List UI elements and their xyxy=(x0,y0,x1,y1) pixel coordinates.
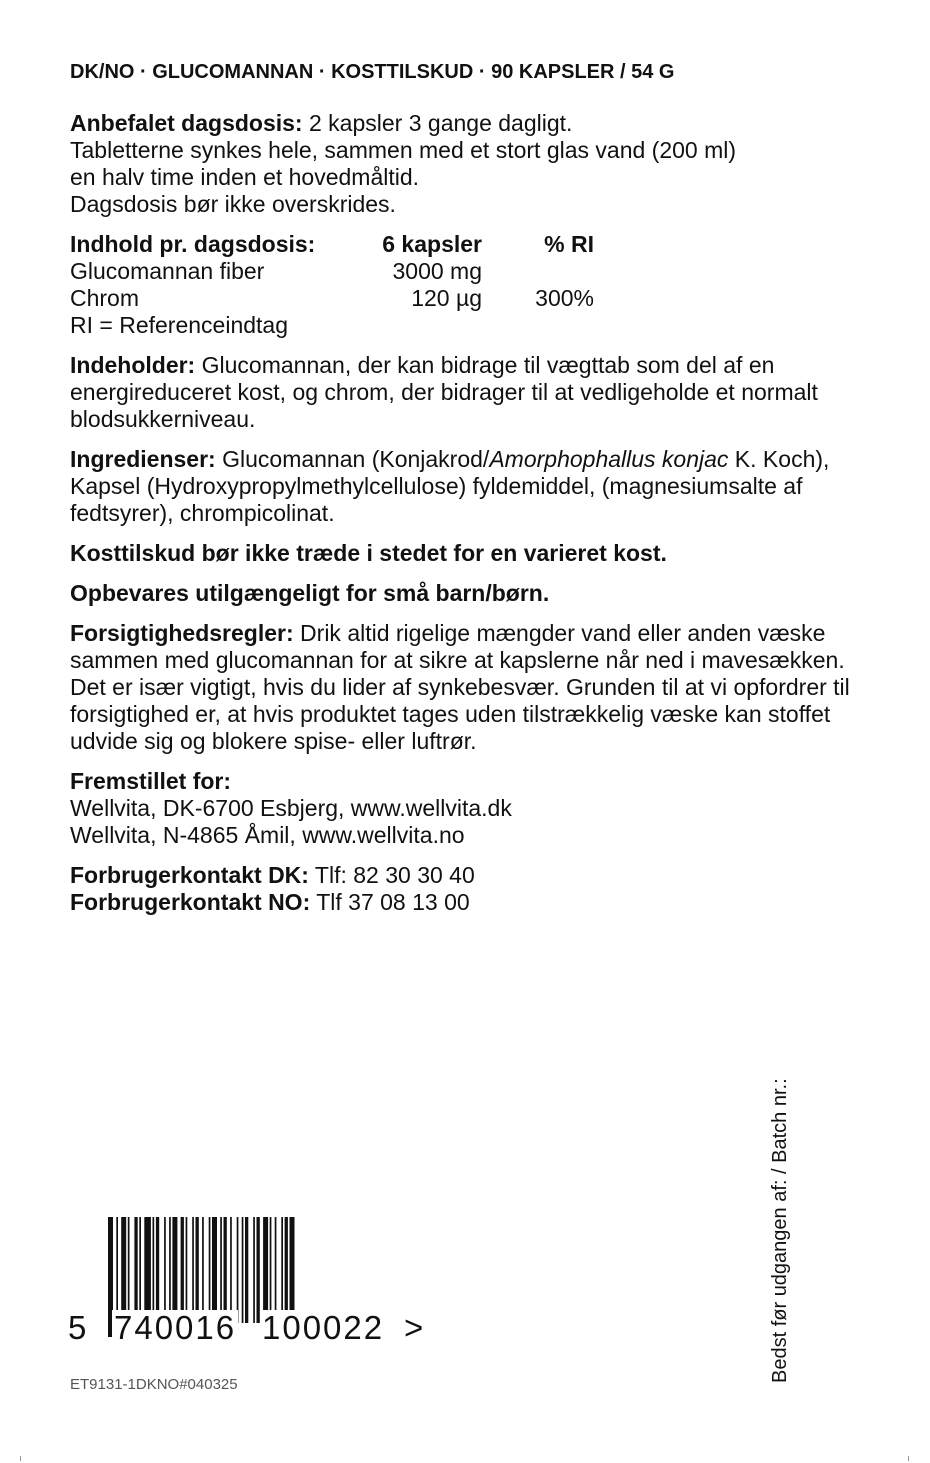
barcode-bar xyxy=(220,1217,222,1323)
ingredients-section xyxy=(70,446,870,527)
barcode-bar xyxy=(253,1217,255,1323)
barcode-bar xyxy=(121,1217,126,1323)
barcode-bar xyxy=(144,1217,151,1323)
barcode-bar xyxy=(281,1217,283,1323)
dosage-text: 2 kapsler 3 gange dagligt. xyxy=(302,110,573,136)
ingredients-latin-name: Amorphophallus konjac xyxy=(489,446,729,472)
manufacturer-no: Wellvita, N-4865 Åmil, www.wellvita.no xyxy=(70,822,465,848)
manufacturer-section xyxy=(70,768,870,849)
barcode-bar xyxy=(172,1217,177,1323)
nutrition-header-content: Indhold pr. dagsdosis: xyxy=(70,231,316,257)
barcode-bar xyxy=(156,1217,159,1323)
barcode xyxy=(68,1213,428,1346)
ingredients-text-rest: K. Koch), Kapsel (Hydroxypropylmethylcellulose) fyldemiddel, (magnesiumsalte af fedtsyrer), chrompicolinat. xyxy=(70,446,830,526)
barcode-bar xyxy=(181,1217,184,1323)
barcode-bar xyxy=(257,1217,260,1323)
manufacturer-label: Fremstillet for: xyxy=(70,768,232,794)
contact-no-label: Forbrugerkontakt NO: xyxy=(70,889,311,915)
ingredients-text: Glucomannan (Konjakrod/ xyxy=(215,446,490,472)
barcode-bar xyxy=(169,1217,171,1323)
barcode-bar xyxy=(134,1217,137,1323)
barcode-bar xyxy=(192,1217,194,1323)
contact-section xyxy=(70,862,870,916)
nutrition-cell: 300% xyxy=(535,285,594,311)
barcode-bar xyxy=(242,1217,244,1323)
warning-varied-diet: Kosttilskud bør ikke træde i stedet for en varieret kost. xyxy=(70,540,667,566)
trim-mark xyxy=(908,1456,909,1461)
barcode-first-digit: 5 xyxy=(68,1309,87,1346)
barcode-right-digits: 100022 xyxy=(262,1309,385,1346)
contains-label: Indeholder: xyxy=(70,352,196,378)
barcode-bar xyxy=(275,1217,277,1323)
nutrition-table xyxy=(70,231,870,339)
barcode-bar xyxy=(224,1217,227,1323)
dosage-line-3: en halv time inden et hovedmåltid. xyxy=(70,164,420,190)
nutrition-note: RI = Referenceindtag xyxy=(70,312,288,338)
barcode-bar xyxy=(128,1217,130,1323)
barcode-bar xyxy=(270,1217,272,1323)
barcode-left-digits: 740016 xyxy=(114,1309,237,1346)
barcode-bar xyxy=(164,1217,166,1323)
contact-dk-value: Tlf: 82 30 30 40 xyxy=(308,862,475,888)
contact-no-value: Tlf 37 08 13 00 xyxy=(310,889,470,915)
label-text xyxy=(70,60,870,916)
contact-dk-label: Forbrugerkontakt DK: xyxy=(70,862,309,888)
barcode-bar xyxy=(263,1217,268,1323)
nutrition-cell: Glucomannan fiber xyxy=(70,258,265,284)
barcode-bar xyxy=(186,1217,188,1323)
dosage-label: Anbefalet dagsdosis: xyxy=(70,110,303,136)
barcode-bar xyxy=(209,1217,211,1323)
product-header: DK/NO · GLUCOMANNAN · KOSTTILSKUD · 90 KAPSLER / 54 G xyxy=(70,61,675,83)
contains-text: Glucomannan, der kan bidrage til vægttab som del af en energireduceret kost, og chrom, der bidrager til at vedligeholde et normalt blodsukkerniveau. xyxy=(70,352,818,432)
dosage-section xyxy=(70,110,870,218)
ingredients-label: Ingredienser: xyxy=(70,446,216,472)
dosage-line-2: Tabletterne synkes hele, sammen med et stort glas vand (200 ml) xyxy=(70,137,737,163)
warning-children: Opbevares utilgængeligt for små barn/børn. xyxy=(70,580,550,606)
barcode-arrow: > xyxy=(404,1309,424,1346)
barcode-bar xyxy=(212,1217,217,1323)
trim-mark xyxy=(20,1456,21,1461)
barcode-bar xyxy=(153,1217,155,1323)
nutrition-header-ri: % RI xyxy=(544,231,594,257)
barcode-bar xyxy=(196,1217,199,1323)
dosage-line-4: Dagsdosis bør ikke overskrides. xyxy=(70,191,396,217)
barcode-bar xyxy=(139,1217,141,1323)
precautions-section xyxy=(70,620,870,755)
barcode-bar xyxy=(237,1217,239,1323)
precautions-text: Drik altid rigelige mængder vand eller anden væske sammen med glucomannan for at sikre at kapslerne når ned i mavesækken. Det er især vigtigt, hvis du lider af synkebesvær. Grunden til at vi opfordrer til forsigtighed er, at hvis produktet tages uden tilstrækkelig væske kan stoffet udvide sig og blokere spise- eller luftrør. xyxy=(70,620,850,754)
nutrition-header-amount: 6 kapsler xyxy=(382,231,482,257)
barcode-bar xyxy=(245,1217,248,1323)
nutrition-cell: Chrom xyxy=(70,285,140,311)
manufacturer-dk: Wellvita, DK-6700 Esbjerg, www.wellvita.dk xyxy=(70,795,512,821)
best-before-batch-label: Bedst før udgangen af: / Batch nr.: xyxy=(769,1078,791,1383)
barcode-bar xyxy=(230,1217,232,1323)
precautions-label: Forsigtighedsregler: xyxy=(70,620,294,646)
print-code: ET9131-1DKNO#040325 xyxy=(70,1376,238,1393)
nutrition-cell: 3000 mg xyxy=(392,258,482,284)
nutrition-cell: 120 µg xyxy=(411,285,482,311)
nutrition-cell xyxy=(482,258,594,285)
contains-section xyxy=(70,352,870,433)
